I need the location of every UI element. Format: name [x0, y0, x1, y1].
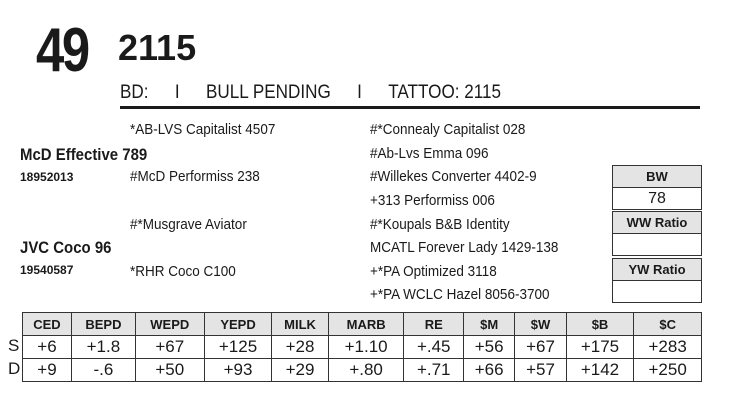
- epd-cell: +66: [463, 359, 514, 382]
- epd-cell: +9: [23, 359, 72, 382]
- tattoo: TATTOO: 2115: [388, 82, 502, 103]
- epd-cell: +.80: [328, 359, 404, 382]
- epd-header: MILK: [272, 313, 328, 336]
- ggp-entry: +*PA WCLC Hazel 8056-3700: [370, 286, 550, 303]
- tag-number: 2115: [118, 27, 197, 68]
- epd-cell: +142: [566, 359, 634, 382]
- epd-cell: +250: [634, 359, 702, 382]
- epd-cell: +57: [515, 359, 566, 382]
- bw-box: [612, 165, 702, 210]
- sire-dam: #McD Performiss 238: [130, 168, 260, 185]
- ggp-entry: #*Connealy Capitalist 028: [370, 121, 526, 138]
- epd-row-label: S: [8, 336, 20, 355]
- ggp-entry: #Ab-Lvs Emma 096: [370, 145, 489, 162]
- ggp-entry: MCATL Forever Lady 1429-138: [370, 239, 559, 256]
- ww-ratio-value: [613, 233, 701, 255]
- epd-cell: +125: [204, 336, 272, 359]
- sire-sire: *AB-LVS Capitalist 4507: [130, 121, 276, 138]
- epd-cell: -.6: [71, 359, 135, 382]
- bw-label: BW: [613, 166, 701, 187]
- epd-header: $B: [566, 313, 634, 336]
- lot-number: 49: [36, 16, 88, 85]
- header-rule: [120, 106, 700, 109]
- dam-name: JVC Coco 96: [20, 238, 112, 257]
- epd-row-s: [23, 336, 702, 359]
- epd-header: RE: [404, 313, 463, 336]
- bull-status: BULL PENDING: [205, 82, 331, 103]
- epd-cell: +6: [23, 336, 72, 359]
- epd-header-row: [23, 313, 702, 336]
- bd-separator: I: [174, 82, 180, 103]
- epd-cell: +56: [463, 336, 514, 359]
- epd-header: CED: [23, 313, 72, 336]
- bd-line: [120, 82, 501, 104]
- ggp-entry: +*PA Optimized 3118: [370, 263, 497, 280]
- dam-reg: 19540587: [20, 263, 74, 277]
- epd-header: YEPD: [204, 313, 272, 336]
- bw-value: 78: [613, 187, 701, 209]
- sire-name: McD Effective 789: [20, 145, 148, 164]
- yw-ratio-box: [612, 258, 702, 303]
- epd-cell: +67: [135, 336, 204, 359]
- epd-header: WEPD: [135, 313, 204, 336]
- epd-cell: +1.10: [328, 336, 404, 359]
- epd-cell: +283: [634, 336, 702, 359]
- ggp-entry: #*Koupals B&B Identity: [370, 216, 510, 233]
- dam-sire: #*Musgrave Aviator: [130, 216, 247, 233]
- epd-cell: +29: [272, 359, 328, 382]
- epd-cell: +.45: [404, 336, 463, 359]
- dam-dam: *RHR Coco C100: [130, 263, 236, 280]
- epd-cell: +28: [272, 336, 328, 359]
- epd-row-d: [23, 359, 702, 382]
- epd-header: MARB: [328, 313, 404, 336]
- epd-cell: +93: [204, 359, 272, 382]
- epd-header: $M: [463, 313, 514, 336]
- epd-cell: +67: [515, 336, 566, 359]
- bd-separator: I: [357, 82, 362, 103]
- ggp-entry: #Willekes Converter 4402-9: [370, 168, 537, 185]
- epd-cell: +175: [566, 336, 634, 359]
- ww-ratio-label: WW Ratio: [613, 212, 701, 233]
- yw-ratio-value: [613, 280, 701, 302]
- epd-header: BEPD: [71, 313, 135, 336]
- epd-row-label: D: [8, 359, 21, 378]
- sire-reg: 18952013: [20, 170, 74, 184]
- epd-cell: +1.8: [71, 336, 135, 359]
- epd-header: $W: [515, 313, 566, 336]
- epd-header: $C: [634, 313, 702, 336]
- epd-cell: +.71: [404, 359, 463, 382]
- ww-ratio-box: [612, 211, 702, 256]
- yw-ratio-label: YW Ratio: [613, 259, 701, 280]
- epd-table: [22, 312, 702, 382]
- epd-cell: +50: [135, 359, 204, 382]
- bd-label: BD:: [120, 82, 149, 103]
- ggp-entry: +313 Performiss 006: [370, 192, 495, 209]
